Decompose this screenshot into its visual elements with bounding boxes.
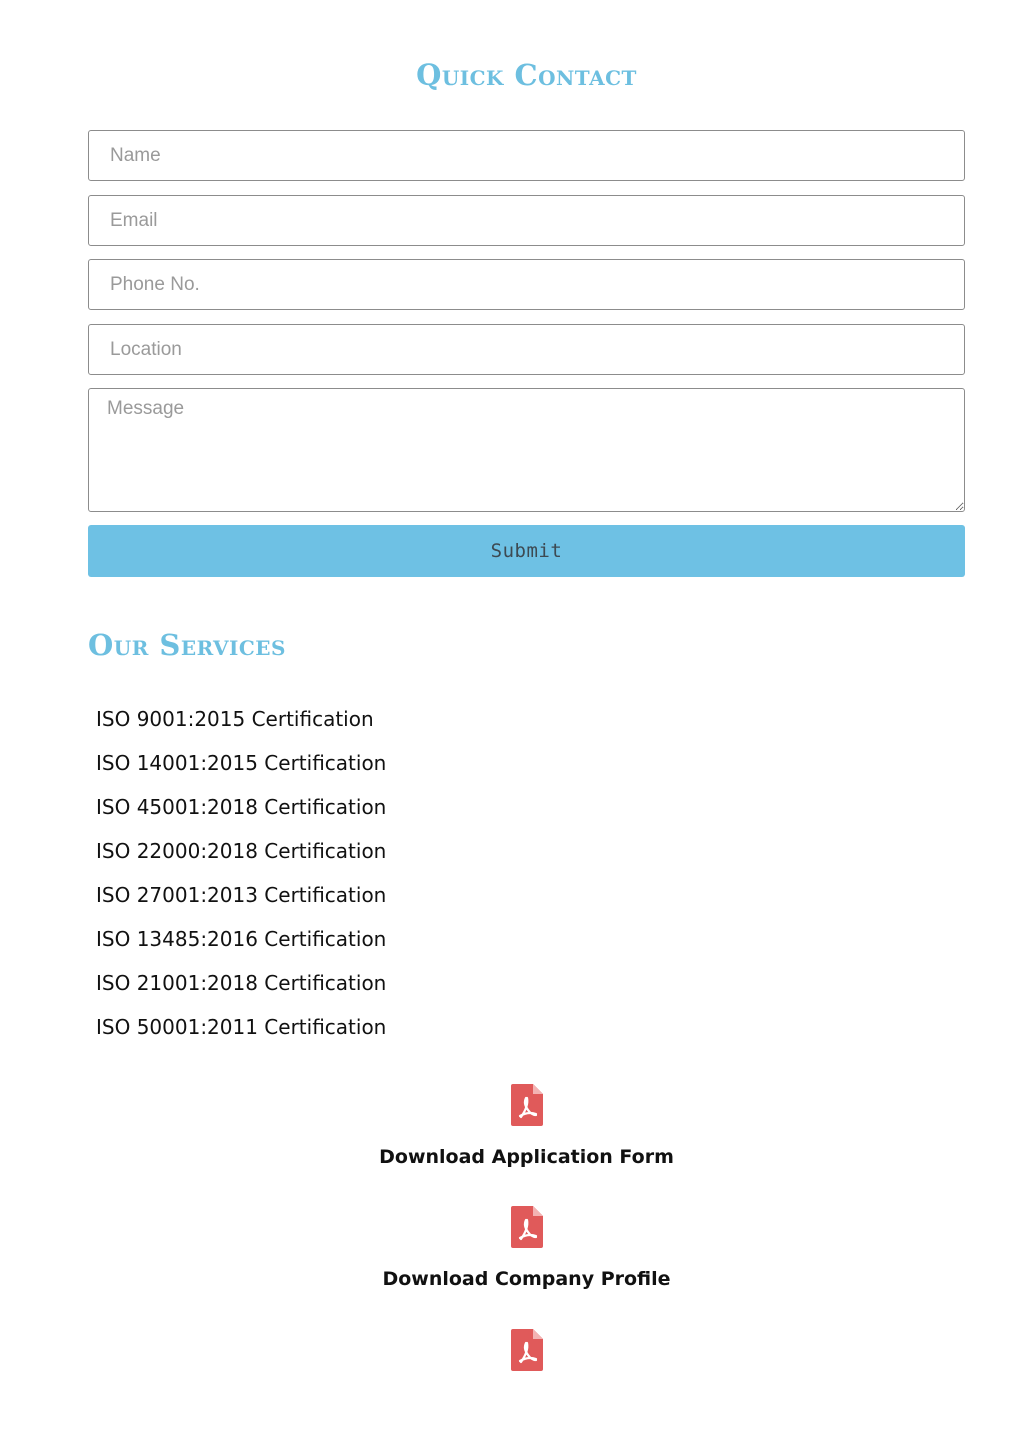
message-textarea[interactable]	[88, 388, 965, 512]
name-input[interactable]	[88, 130, 965, 181]
service-item[interactable]: ISO 45001:2018 Certification	[96, 795, 387, 819]
service-item[interactable]: ISO 50001:2011 Certification	[96, 1015, 387, 1039]
download-third-document	[88, 1329, 965, 1371]
pdf-icon[interactable]	[511, 1206, 543, 1248]
pdf-icon[interactable]	[511, 1084, 543, 1126]
service-item[interactable]: ISO 14001:2015 Certification	[96, 751, 387, 775]
quick-contact-title: Quick Contact	[416, 58, 637, 92]
submit-button[interactable]: Submit	[88, 525, 965, 577]
service-item[interactable]: ISO 13485:2016 Certification	[96, 927, 387, 951]
service-item[interactable]: ISO 21001:2018 Certification	[96, 971, 387, 995]
phone-input[interactable]	[88, 259, 965, 310]
service-item[interactable]: ISO 22000:2018 Certification	[96, 839, 387, 863]
location-input[interactable]	[88, 324, 965, 375]
pdf-icon[interactable]	[511, 1329, 543, 1371]
download-company-profile-link[interactable]: Download Company Profile	[382, 1268, 671, 1290]
download-company-profile	[88, 1206, 965, 1290]
email-input[interactable]	[88, 195, 965, 246]
service-item[interactable]: ISO 27001:2013 Certification	[96, 883, 387, 907]
services-list	[96, 703, 386, 1055]
service-item[interactable]: ISO 9001:2015 Certification	[96, 707, 374, 731]
download-application-form	[88, 1084, 965, 1168]
download-application-form-link[interactable]: Download Application Form	[379, 1146, 674, 1168]
our-services-title: Our Services	[88, 628, 286, 662]
